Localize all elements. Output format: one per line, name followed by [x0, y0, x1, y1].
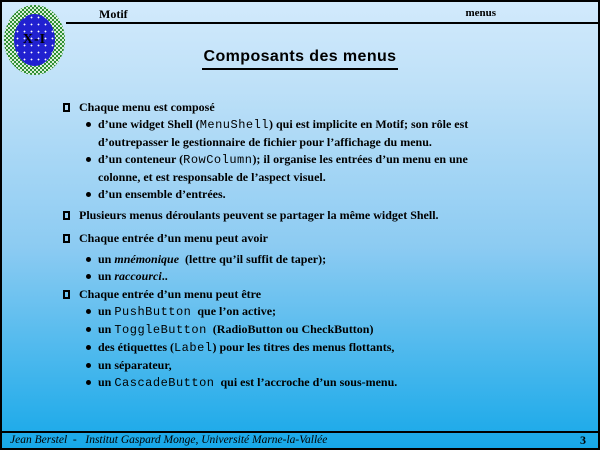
- circle-bullet-icon: [86, 274, 91, 279]
- sub-bullet-item: [86, 357, 598, 374]
- code-text: MenuShell: [199, 118, 269, 132]
- text-line: [98, 169, 468, 186]
- body-text: un: [98, 375, 115, 389]
- body-text: Chaque entrée d’un menu peut être: [79, 287, 262, 301]
- body-text: ) pour les titres des menus flottants,: [212, 340, 395, 354]
- square-bullet-icon: [63, 211, 70, 220]
- body-text: Chaque entrée d’un menu peut avoir: [79, 231, 269, 245]
- page-number: 3: [580, 433, 586, 447]
- bullet-item: [63, 207, 598, 224]
- footer-credit: Jean Berstel - Institut Gaspard Monge, Université Marne-la-Vallée: [10, 434, 328, 446]
- header-topic-label: menus: [465, 7, 496, 19]
- sub-bullet-item: [86, 321, 598, 339]
- bullet-label: [79, 286, 598, 303]
- code-text: PushButton: [114, 305, 192, 319]
- logo-label: X-I: [22, 32, 47, 47]
- body-text: un séparateur,: [98, 358, 172, 372]
- code-text: Label: [173, 341, 213, 355]
- body-text: d’outrepasser le gestionnaire de fichier pour l’affichage du menu.: [98, 135, 432, 149]
- title-container: [2, 48, 598, 70]
- body-text: d’un conteneur (: [98, 152, 184, 166]
- text-line: [98, 151, 468, 169]
- header-rule: [66, 22, 598, 24]
- body-text: des étiquettes (: [98, 340, 174, 354]
- sub-bullet-item: [86, 186, 598, 203]
- italic-term: mnémonique: [114, 252, 180, 266]
- sub-bullet-item: [86, 251, 598, 268]
- text-line: [98, 251, 326, 268]
- circle-bullet-icon: [86, 309, 91, 314]
- body-text: (RadioButton ou CheckButton): [206, 322, 374, 336]
- circle-bullet-icon: [86, 345, 91, 350]
- text-line: [98, 116, 468, 134]
- body-text: qui est l’accroche d’un sous-menu.: [214, 375, 398, 389]
- body-text: un: [98, 322, 115, 336]
- circle-bullet-icon: [86, 157, 91, 162]
- sub-bullet-item: [86, 303, 598, 321]
- code-text: ToggleButton: [114, 323, 207, 337]
- text-line: [98, 268, 168, 285]
- sub-bullet-item: [86, 339, 598, 357]
- text-line: [98, 357, 172, 374]
- body-text: (lettre qu’il suffit de taper);: [179, 252, 327, 266]
- body-text: ..: [161, 269, 168, 283]
- italic-term: raccourci: [114, 269, 162, 283]
- body-text: ) qui est implicite en Motif; son rôle est: [269, 117, 469, 131]
- square-bullet-icon: [63, 234, 70, 243]
- circle-bullet-icon: [86, 363, 91, 368]
- text-line: [98, 321, 373, 339]
- body-text: Plusieurs menus déroulants peuvent se partager la même widget Shell.: [79, 208, 439, 222]
- body-text: colonne, et est responsable de l’aspect visuel.: [98, 170, 326, 184]
- text-line: [98, 134, 468, 151]
- text-line: [98, 186, 226, 203]
- bullet-item: [63, 99, 598, 203]
- square-bullet-icon: [63, 290, 70, 299]
- square-bullet-icon: [63, 103, 70, 112]
- text-line: [98, 339, 394, 357]
- body-text: que l’on active;: [191, 304, 277, 318]
- body-text: ); il organise les entrées d’un menu en une: [252, 152, 468, 166]
- code-text: RowColumn: [183, 153, 253, 167]
- circle-bullet-icon: [86, 122, 91, 127]
- body-text: Chaque menu est composé: [79, 100, 215, 114]
- circle-bullet-icon: [86, 192, 91, 197]
- sub-bullet-item: [86, 374, 598, 392]
- body-text: d’un ensemble d’entrées.: [98, 187, 226, 201]
- code-text: CascadeButton: [114, 376, 215, 390]
- text-line: [98, 303, 276, 321]
- body-text: d’une widget Shell (: [98, 117, 200, 131]
- body-text: un: [98, 269, 115, 283]
- sub-bullet-item: [86, 116, 598, 151]
- header-course-label: Motif: [99, 7, 128, 21]
- circle-bullet-icon: [86, 380, 91, 385]
- bullet-item: [63, 230, 598, 285]
- sub-bullet-item: [86, 151, 598, 186]
- circle-bullet-icon: [86, 257, 91, 262]
- bullet-label: [79, 207, 598, 224]
- sub-bullet-item: [86, 268, 598, 285]
- text-line: [98, 374, 397, 392]
- bullet-label: [79, 99, 598, 116]
- bullet-item: [63, 286, 598, 392]
- circle-bullet-icon: [86, 327, 91, 332]
- body-text: un: [98, 304, 115, 318]
- footer-rule: [2, 431, 598, 433]
- slide-body: [2, 99, 598, 392]
- bullet-label: [79, 230, 598, 247]
- page-title: Composants des menus: [202, 48, 399, 70]
- body-text: un: [98, 252, 115, 266]
